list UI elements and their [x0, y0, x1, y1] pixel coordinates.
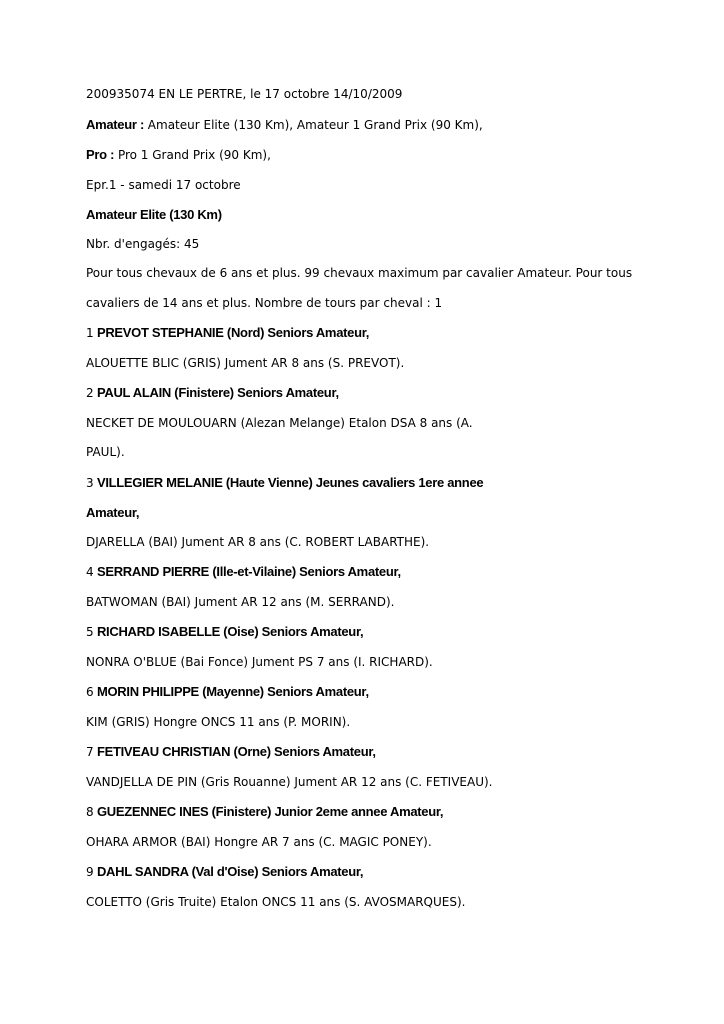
entry-number: 8: [86, 805, 94, 819]
entry-rider: GUEZENNEC INES (Finistere) Junior 2eme annee Amateur,: [93, 804, 444, 819]
pro-text: Pro 1 Grand Prix (90 Km),: [114, 148, 271, 162]
document-body: [86, 86, 646, 923]
pro-label: Pro :: [86, 147, 115, 162]
entry-horse: KIM (GRIS) Hongre ONCS 11 ans (P. MORIN).: [86, 714, 351, 729]
entry-horse: COLETTO (Gris Truite) Etalon ONCS 11 ans (S. AVOSMARQUES).: [86, 894, 466, 909]
entry-rider: PAUL ALAIN (Finistere) Seniors Amateur,: [93, 385, 339, 400]
title-line: 200935074 EN LE PERTRE, le 17 octobre 14/10/2009: [86, 87, 403, 101]
entry-rider: VILLEGIER MELANIE (Haute Vienne) Jeunes cavaliers 1ere annee: [93, 474, 484, 490]
entry-rider: PREVOT STEPHANIE (Nord) Seniors Amateur,: [93, 325, 370, 340]
entry-horse: VANDJELLA DE PIN (Gris Rouanne) Jument AR 12 ans (C. FETIVEAU).: [86, 774, 493, 789]
entry-number: 3: [86, 475, 94, 490]
pro-line: [86, 146, 646, 164]
conditions-line-1: Pour tous chevaux de 6 ans et plus. 99 chevaux maximum par cavalier Amateur. Pour tous: [86, 266, 633, 280]
entry-horse: DJARELLA (BAI) Jument AR 8 ans (C. ROBERT LABARTHE).: [86, 534, 430, 549]
amateur-label: Amateur :: [86, 116, 144, 132]
entry-rider: RICHARD ISABELLE (Oise) Seniors Amateur,: [93, 624, 364, 639]
amateur-line: [86, 116, 646, 134]
entry-number: 1: [86, 326, 94, 340]
entry-rider-line: [86, 474, 646, 492]
epreuve-line: Epr.1 - samedi 17 octobre: [86, 177, 241, 192]
entry-rider-line: [86, 563, 646, 581]
entry-rider-continued: Amateur,: [86, 505, 140, 520]
entry-rider-line: [86, 743, 646, 761]
entry-horse: ALOUETTE BLIC (GRIS) Jument AR 8 ans (S. PREVOT).: [86, 355, 405, 370]
category-title: Amateur Elite (130 Km): [86, 207, 222, 222]
entry-rider: MORIN PHILIPPE (Mayenne) Seniors Amateur,: [93, 684, 369, 699]
entry-number: 5: [86, 625, 94, 639]
engages-count: Nbr. d'engagés: 45: [86, 236, 200, 251]
entry-number: 4: [86, 565, 94, 579]
entry-rider-line: [86, 324, 646, 342]
entry-rider: SERRAND PIERRE (Ille-et-Vilaine) Seniors Amateur,: [93, 564, 401, 579]
entry-rider-line: [86, 803, 646, 821]
entry-number: 9: [86, 865, 94, 879]
entry-rider-line: [86, 863, 646, 881]
entry-rider: DAHL SANDRA (Val d'Oise) Seniors Amateur,: [93, 864, 364, 879]
entry-rider-line: [86, 683, 646, 701]
entry-horse: BATWOMAN (BAI) Jument AR 12 ans (M. SERRAND).: [86, 594, 395, 609]
entry-number: 7: [86, 745, 94, 759]
entry-horse: OHARA ARMOR (BAI) Hongre AR 7 ans (C. MAGIC PONEY).: [86, 834, 432, 849]
conditions-line-2: cavaliers de 14 ans et plus. Nombre de tours par cheval : 1: [86, 295, 443, 310]
entry-number: 2: [86, 386, 94, 400]
entry-horse: NONRA O'BLUE (Bai Fonce) Jument PS 7 ans (I. RICHARD).: [86, 654, 433, 669]
entry-rider-line: [86, 623, 646, 641]
entry-number: 6: [86, 685, 94, 699]
entry-rider-line: [86, 384, 646, 402]
entry-horse-continued: PAUL).: [86, 445, 125, 459]
amateur-text: Amateur Elite (130 Km), Amateur 1 Grand Prix (90 Km),: [143, 117, 483, 132]
entry-horse: NECKET DE MOULOUARN (Alezan Melange) Etalon DSA 8 ans (A.: [86, 415, 473, 430]
entry-rider: FETIVEAU CHRISTIAN (Orne) Seniors Amateur,: [93, 744, 376, 759]
